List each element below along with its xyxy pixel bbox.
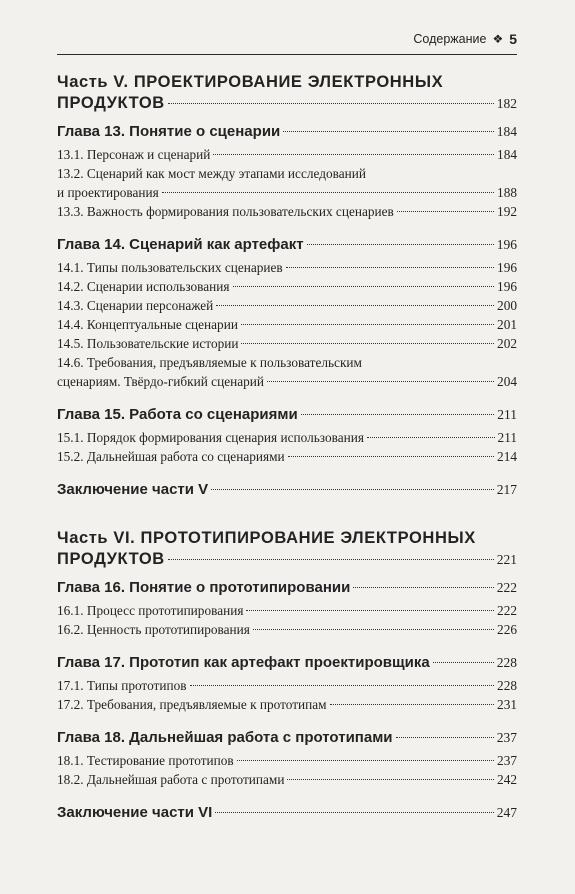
dot-leader: [397, 211, 494, 212]
dot-leader: [168, 103, 494, 104]
dot-leader: [211, 489, 494, 490]
section-17-2[interactable]: [57, 695, 517, 714]
section-page: 237: [497, 753, 517, 768]
dot-leader: [216, 305, 494, 306]
dot-leader: [433, 662, 494, 663]
section-title-line2: и проектирования: [57, 185, 159, 200]
dot-leader: [237, 760, 494, 761]
chapter-16-page: 222: [496, 580, 517, 595]
section-title: 14.2. Сценарии использования: [57, 279, 230, 294]
section-14-5[interactable]: [57, 334, 517, 353]
section-title: 14.3. Сценарии персонажей: [57, 298, 214, 313]
dot-leader: [246, 610, 494, 611]
dot-leader: [287, 779, 494, 780]
dot-leader: [241, 343, 494, 344]
section-14-3[interactable]: [57, 296, 517, 315]
dot-leader: [307, 244, 494, 245]
part-6-line1: Часть VI. ПРОТОТИПИРОВАНИЕ ЭЛЕКТРОННЫХ: [57, 529, 476, 547]
section-page: 242: [497, 772, 517, 787]
section-title: 13.3. Важность формирования пользовательских сценариев: [57, 204, 394, 219]
section-page: 202: [497, 336, 517, 351]
section-page: 196: [497, 260, 517, 275]
chapter-16[interactable]: [57, 578, 517, 598]
chapter-15-page: 211: [497, 407, 517, 422]
part-6-page: 221: [496, 552, 517, 567]
dot-leader: [353, 587, 493, 588]
section-page: 184: [497, 147, 517, 162]
section-page: 196: [497, 279, 517, 294]
dot-leader: [330, 704, 494, 705]
chapter-14-page: 196: [496, 237, 517, 252]
dot-leader: [267, 381, 494, 382]
section-title: 13.1. Персонаж и сценарий: [57, 147, 211, 162]
section-title: 18.1. Тестирование прототипов: [57, 753, 234, 768]
part-5-page: 182: [496, 96, 517, 111]
conclusion-5-page: 217: [496, 482, 517, 497]
conclusion-part-5[interactable]: [57, 480, 517, 500]
section-15-2[interactable]: [57, 447, 517, 466]
section-13-3[interactable]: [57, 202, 517, 221]
part-5-line2: ПРОДУКТОВ: [57, 94, 165, 112]
section-17-1[interactable]: [57, 676, 517, 695]
chapter-13-title: Глава 13. Понятие о сценарии: [57, 123, 281, 140]
part-6-heading[interactable]: [57, 528, 517, 570]
chapter-17[interactable]: [57, 653, 517, 673]
table-of-contents: [57, 72, 517, 823]
part-5-heading[interactable]: [57, 72, 517, 114]
section-14-6[interactable]: [57, 353, 517, 391]
section-title: 15.1. Порядок формирования сценария использования: [57, 430, 364, 445]
dot-leader: [241, 324, 494, 325]
section-title: 14.1. Типы пользовательских сценариев: [57, 260, 283, 275]
section-14-4[interactable]: [57, 315, 517, 334]
section-title: 18.2. Дальнейшая работа с прототипами: [57, 772, 285, 787]
chapter-16-title: Глава 16. Понятие о прототипировании: [57, 579, 351, 596]
section-title: 17.1. Типы прототипов: [57, 678, 187, 693]
section-page: 188: [497, 185, 517, 200]
section-title-line2: сценариям. Твёрдо-гибкий сценарий: [57, 374, 265, 389]
section-page: 204: [497, 374, 517, 389]
chapter-13-page: 184: [496, 124, 517, 139]
chapter-18[interactable]: [57, 728, 517, 748]
chapter-15-title: Глава 15. Работа со сценариями: [57, 406, 298, 423]
chapter-14-title: Глава 14. Сценарий как артефакт: [57, 236, 304, 253]
conclusion-6-page: 247: [496, 805, 517, 820]
dot-leader: [286, 267, 494, 268]
section-13-1[interactable]: [57, 145, 517, 164]
section-13-2[interactable]: [57, 164, 517, 202]
chapter-14[interactable]: [57, 235, 517, 255]
dot-leader: [301, 414, 495, 415]
section-page: 201: [497, 317, 517, 332]
section-16-1[interactable]: [57, 601, 517, 620]
chapter-18-page: 237: [496, 730, 517, 745]
dot-leader: [396, 737, 494, 738]
dot-leader: [215, 812, 493, 813]
section-16-2[interactable]: [57, 620, 517, 639]
section-14-1[interactable]: [57, 258, 517, 277]
conclusion-6-title: Заключение части VI: [57, 804, 213, 821]
section-page: 228: [497, 678, 517, 693]
chapter-15[interactable]: [57, 405, 517, 425]
conclusion-5-title: Заключение части V: [57, 481, 209, 498]
section-page: 211: [497, 430, 517, 445]
dot-leader: [168, 559, 494, 560]
section-15-1[interactable]: [57, 428, 517, 447]
dot-leader: [253, 629, 494, 630]
conclusion-part-6[interactable]: [57, 803, 517, 823]
page-number: 5: [509, 31, 517, 47]
dot-leader: [367, 437, 495, 438]
dot-leader: [288, 456, 494, 457]
section-title-line1: 13.2. Сценарий как мост между этапами исследований: [57, 166, 366, 181]
section-page: 192: [497, 204, 517, 219]
chapter-17-page: 228: [496, 655, 517, 670]
chapter-18-title: Глава 18. Дальнейшая работа с прототипами: [57, 729, 393, 746]
chapter-13[interactable]: [57, 122, 517, 142]
section-title: 16.2. Ценность прототипирования: [57, 622, 250, 637]
part-5-line1: Часть V. ПРОЕКТИРОВАНИЕ ЭЛЕКТРОННЫХ: [57, 73, 444, 91]
section-title-line1: 14.6. Требования, предъявляемые к пользовательским: [57, 355, 362, 370]
header-section-title: Содержание: [413, 32, 487, 46]
section-14-2[interactable]: [57, 277, 517, 296]
section-page: 226: [497, 622, 517, 637]
part-6-line2: ПРОДУКТОВ: [57, 550, 165, 568]
section-18-2[interactable]: [57, 770, 517, 789]
dot-leader: [162, 192, 494, 193]
section-18-1[interactable]: [57, 751, 517, 770]
header-rule: [57, 54, 517, 55]
running-header: [413, 31, 517, 47]
section-page: 222: [497, 603, 517, 618]
dot-leader: [233, 286, 495, 287]
section-page: 214: [497, 449, 517, 464]
section-page: 231: [497, 697, 517, 712]
section-title: 15.2. Дальнейшая работа со сценариями: [57, 449, 285, 464]
section-title: 14.5. Пользовательские истории: [57, 336, 239, 351]
dot-leader: [213, 154, 494, 155]
chapter-17-title: Глава 17. Прототип как артефакт проектировщика: [57, 654, 430, 671]
dot-leader: [190, 685, 495, 686]
section-page: 200: [497, 298, 517, 313]
section-title: 17.2. Требования, предъявляемые к прототипам: [57, 697, 327, 712]
section-title: 16.1. Процесс прототипирования: [57, 603, 244, 618]
section-title: 14.4. Концептуальные сценарии: [57, 317, 238, 332]
ornament-icon: ❖: [492, 32, 504, 46]
spacer: [57, 500, 517, 528]
dot-leader: [283, 131, 493, 132]
